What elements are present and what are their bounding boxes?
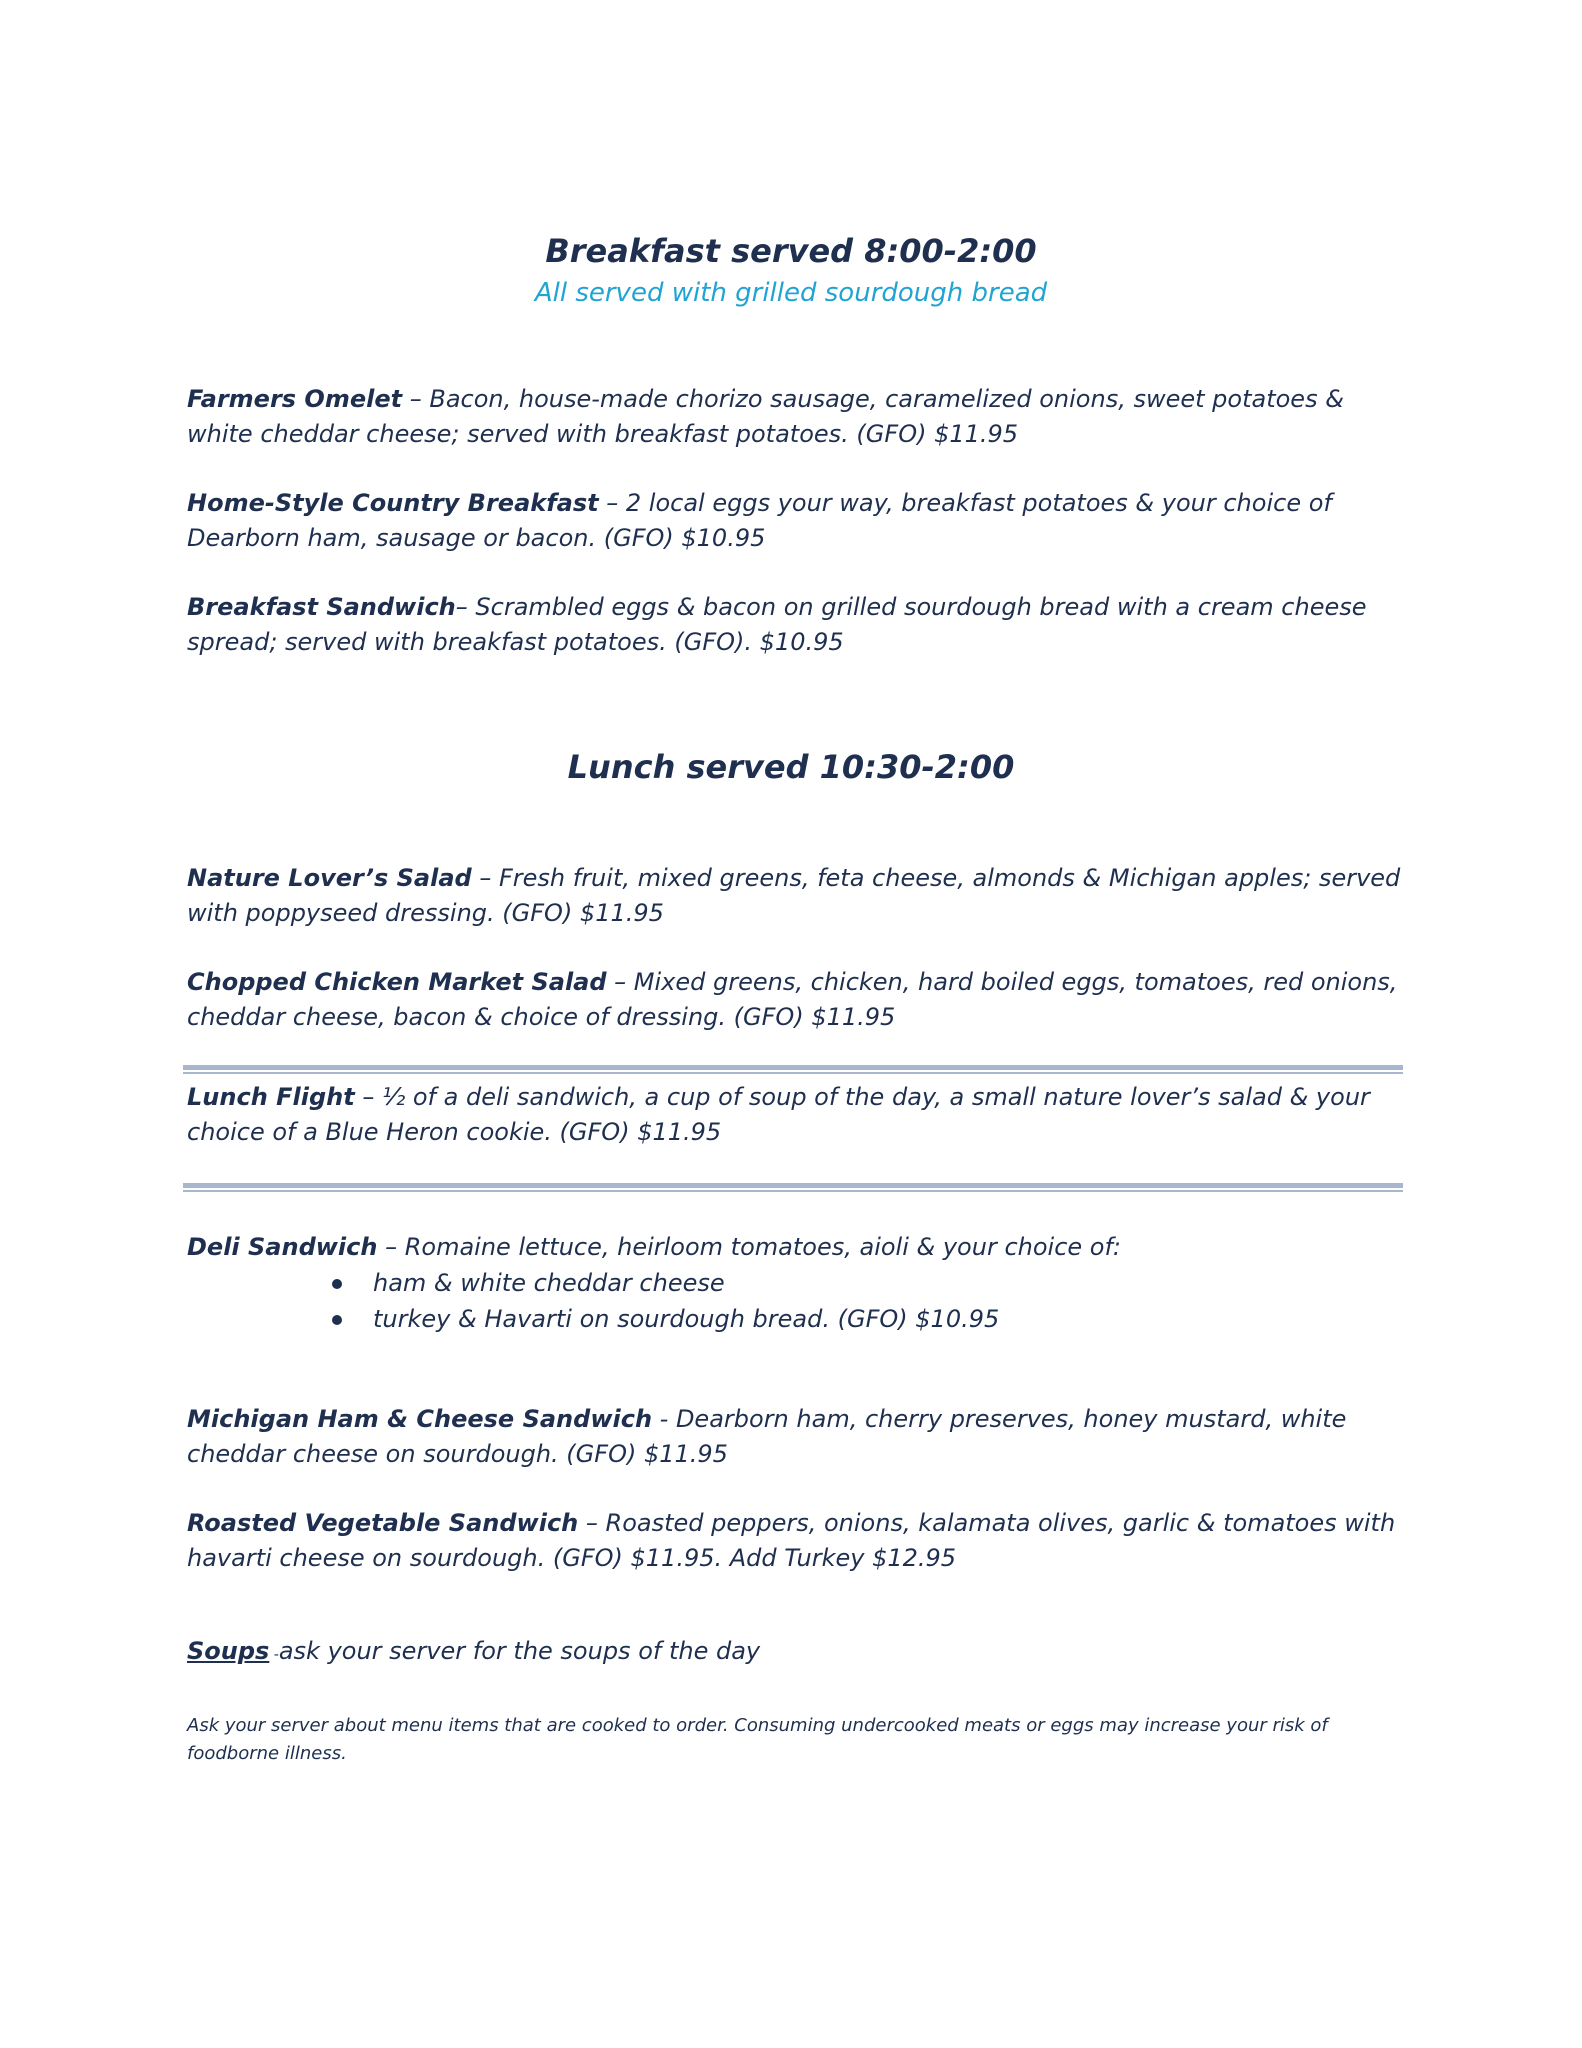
menu-item-michigan-ham-cheese [187,1402,1407,1472]
disclaimer: Ask your server about menu items that are cooked to order. Consuming undercooked meats or eggs may increase your risk of foodborne illness. [187,1715,1328,1764]
item-description: - Dearborn ham, cherry preserves, honey mustard, white cheddar cheese on sourdough. (GFO) $11.95 [187,1405,1347,1468]
item-description: – 2 local eggs your way, breakfast potatoes & your choice of Dearborn ham, sausage or bacon. (GFO) $10.95 [187,489,1332,552]
item-description: – Roasted peppers, onions, kalamata olives, garlic & tomatoes with havarti cheese on sourdough. (GFO) $11.95. Add Turkey $12.95 [187,1509,1396,1572]
menu-item-lunch-flight [187,1080,1407,1150]
item-name: Chopped Chicken Market Salad [187,968,607,996]
deli-option: ham & white cheddar cheese [373,1269,725,1297]
item-name: Roasted Vegetable Sandwich [187,1509,579,1537]
item-description: – Romaine lettuce, heirloom tomatoes, aioli & your choice of: [377,1233,1122,1261]
soups-text: ask your server for the soups of the day [278,1637,761,1665]
menu-item-nature-lovers-salad [187,861,1407,931]
list-item [187,1265,1407,1301]
lunch-title: Lunch served 10:30-2:00 [567,748,1015,786]
item-description: – Bacon, house-made chorizo sausage, caramelized onions, sweet potatoes & white cheddar cheese; served with breakfast potatoes. (GFO) $11.95 [187,385,1344,448]
menu-item-chopped-chicken-salad [187,965,1407,1035]
soups-dash: - [269,1647,279,1663]
item-name: Michigan Ham & Cheese Sandwich [187,1405,653,1433]
divider-bottom [183,1183,1403,1192]
item-name: Breakfast Sandwich [187,593,456,621]
deli-option: turkey & Havarti on sourdough bread. (GFO) $10.95 [373,1305,1000,1333]
list-item [187,1301,1407,1337]
menu-item-roasted-vegetable [187,1506,1407,1576]
item-name: Farmers Omelet [187,385,403,413]
bullet-icon [332,1279,342,1289]
item-name: Deli Sandwich [187,1233,378,1261]
deli-options-list [187,1265,1407,1337]
bullet-icon [332,1315,342,1325]
item-description: – ½ of a deli sandwich, a cup of soup of the day, a small nature lover’s salad & your choice of a Blue Heron cookie. (GFO) $11.95 [187,1083,1370,1146]
menu-item-country-breakfast [187,486,1407,556]
menu-item-breakfast-sandwich [187,590,1407,660]
menu-item-deli-sandwich [187,1230,1407,1265]
soups-line [187,1634,1407,1673]
breakfast-title: Breakfast served 8:00-2:00 [545,232,1037,270]
soups-title: Soups [187,1637,270,1665]
divider-top [183,1065,1403,1074]
item-description: – Mixed greens, chicken, hard boiled eggs, tomatoes, red onions, cheddar cheese, bacon & choice of dressing. (GFO) $11.95 [187,968,1398,1031]
item-description: – Scrambled eggs & bacon on grilled sourdough bread with a cream cheese spread; served with breakfast potatoes. (GFO). $10.95 [187,593,1367,656]
item-description: – Fresh fruit, mixed greens, feta cheese, almonds & Michigan apples; served with poppyseed dressing. (GFO) $11.95 [187,864,1401,927]
breakfast-subtitle: All served with grilled sourdough bread [534,278,1048,308]
item-name: Lunch Flight [187,1083,355,1111]
menu-item-farmers-omelet [187,382,1407,452]
item-name: Home-Style Country Breakfast [187,489,599,517]
item-name: Nature Lover’s Salad [187,864,472,892]
